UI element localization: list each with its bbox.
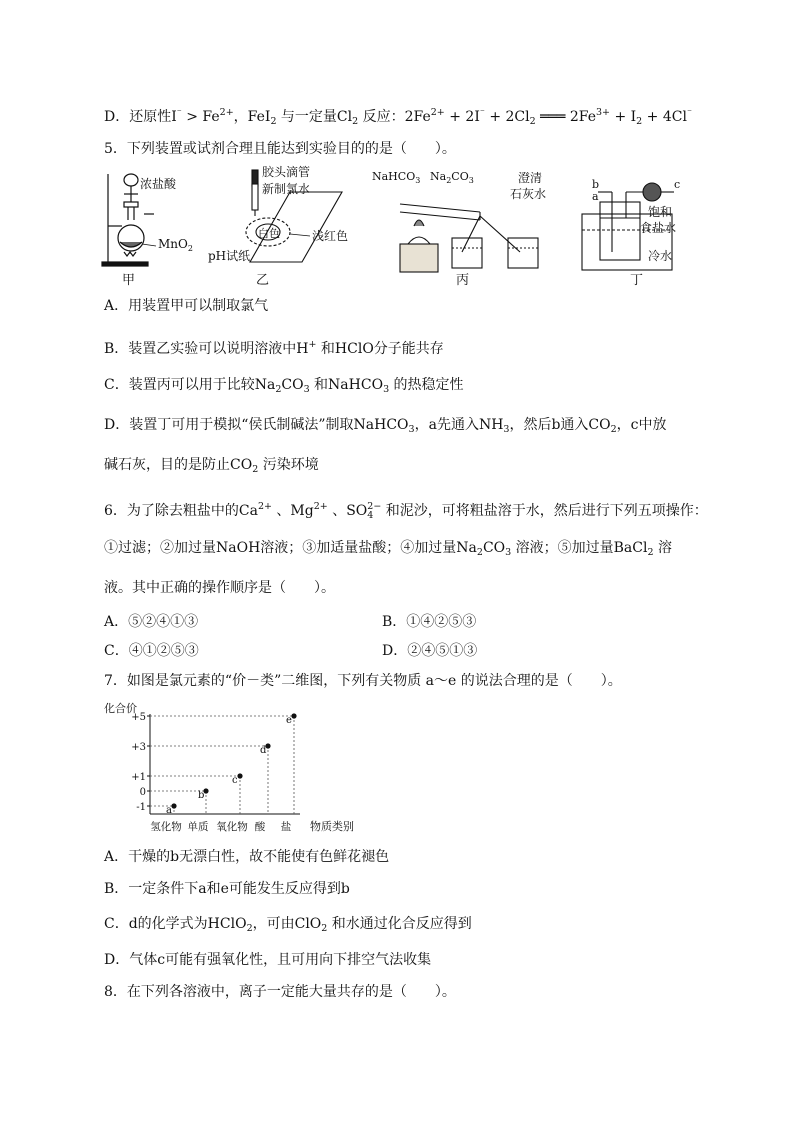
y-tick-label: +3 [131, 742, 146, 753]
q5-option-d: D．装置丁可用于模拟“侯氏制碱法”制取NaHCO$_3$，a先通入$NH_3$，然后b通入$CO_2$，c中放 [104, 417, 667, 435]
bing-lime-label-1: 澄清 [518, 171, 543, 185]
yi-white-label: 白色 [258, 227, 280, 240]
q8-stem: 8．在下列各溶液中，离子一定能大量共存的是（ ）。 [104, 984, 456, 1000]
yi-dropper-label: 胶头滴管 [262, 165, 311, 179]
ding-brine-label-1: 饱和 [648, 205, 673, 219]
q7-option-a: A．干燥的b无漂白性，故不能使有色鲜花褪色 [104, 849, 390, 865]
y-tick-label: -1 [136, 802, 146, 813]
jia-hcl-label: 浓盐酸 [140, 177, 177, 191]
x-category-label: 氧化物 [216, 821, 248, 833]
point-label-c: c [232, 775, 238, 786]
jia-mno2-label: MnO$_2$ [158, 237, 193, 253]
point-e [291, 713, 296, 718]
valence-class-chart [100, 700, 380, 840]
point-label-e: e [286, 715, 292, 726]
x-category-label: 单质 [187, 821, 209, 833]
q5-option-b: B．装置乙实验可以说明溶液中H+ 和HClO分子能共存 [104, 339, 444, 357]
q5-stem: 5．下列装置或试剂合理且能达到实验目的的是（ ）。 [104, 141, 456, 157]
ding-a-label: a [592, 190, 599, 203]
bing-label: 丙 [456, 273, 470, 288]
bing-na2co3-label: $Na_2CO_3$ [430, 170, 474, 185]
q6-operations: ①过滤；②加过量NaOH溶液；③加适量盐酸；④加过量$Na_2CO_3$ 溶液；⑤加过量BaCl$_2$ 溶 [104, 540, 672, 558]
bing-lime-label-2: 石灰水 [510, 187, 547, 201]
point-a [171, 803, 176, 808]
ding-b-label: b [592, 178, 600, 191]
y-tick-label: 0 [139, 787, 146, 798]
point-c [237, 773, 242, 778]
yi-paper-label: pH试纸 [208, 249, 251, 263]
yi-water-label: 新制氯水 [262, 182, 311, 196]
point-label-a: a [166, 805, 172, 816]
q6-option-c: C．④①②⑤③ [104, 643, 199, 659]
point-label-b: b [198, 790, 205, 801]
ding-cold-label: 冷水 [648, 249, 673, 263]
q5-option-d-cont: 碱石灰，目的是防止$CO_2$ 污染环境 [104, 457, 319, 475]
ding-label: 丁 [630, 273, 644, 288]
x-category-label: 酸 [254, 821, 266, 833]
q5-option-c: C．装置丙可以用于比较$Na_2CO_3$ 和NaHCO$_3$ 的热稳定性 [104, 377, 464, 395]
apparatus-bing [400, 204, 538, 272]
chart-xlabel: 物质类别 [310, 820, 354, 833]
ding-c-label: c [674, 178, 681, 191]
y-tick-label: +5 [131, 712, 146, 723]
q4-option-d: D．还原性$I^{^-} > Fe^{2+}$，FeI$_2$ 与一定量$Cl_2$ 反应：$2Fe^{2+} + 2I^{^-} + 2Cl_2$ ═══ $2Fe^{3+} + I_2 + 4Cl^{^-}$ [104, 107, 692, 127]
q7-stem: 7．如图是氯元素的“价－类”二维图，下列有关物质 a～e 的说法合理的是（ ）。 [104, 673, 622, 689]
ding-brine-label-2: 食盐水 [640, 221, 677, 235]
q6-option-d: D．②④⑤①③ [382, 643, 478, 659]
yi-label: 乙 [256, 273, 270, 288]
x-category-label: 盐 [280, 821, 292, 833]
q6-option-a: A．⑤②④①③ [104, 614, 199, 630]
q7-option-b: B．一定条件下a和e可能发生反应得到b [104, 881, 350, 897]
q5-apparatus-figure [100, 164, 700, 288]
bing-nahco3-label: NaHCO$_3$ [372, 170, 421, 185]
x-category-label: 氢化物 [150, 821, 182, 833]
q6-operations-cont: 液。其中正确的操作顺序是（ ）。 [104, 580, 335, 596]
q7-option-c: C．d的化学式为HClO$_2$，可由ClO$_2$ 和水通过化合反应得到 [104, 916, 472, 934]
chart-ylabel: 化合价 [104, 702, 137, 715]
q7-option-d: D．气体c可能有强氧化性，且可用向下排空气法收集 [104, 952, 432, 968]
point-label-d: d [260, 745, 267, 756]
yi-pink-label: 浅红色 [312, 229, 349, 243]
y-tick-label: +1 [131, 772, 146, 783]
q6-option-b: B．①④②⑤③ [382, 614, 477, 630]
q5-option-a: A．用装置甲可以制取氯气 [104, 298, 269, 314]
q6-stem: 6．为了除去粗盐中的$Ca^{2+}$ 、$Mg^{2+}$ 、SO2− 4 和泥沙，可将粗盐溶于水，然后进行下列五项操作： [104, 501, 708, 521]
jia-label: 甲 [122, 273, 136, 288]
